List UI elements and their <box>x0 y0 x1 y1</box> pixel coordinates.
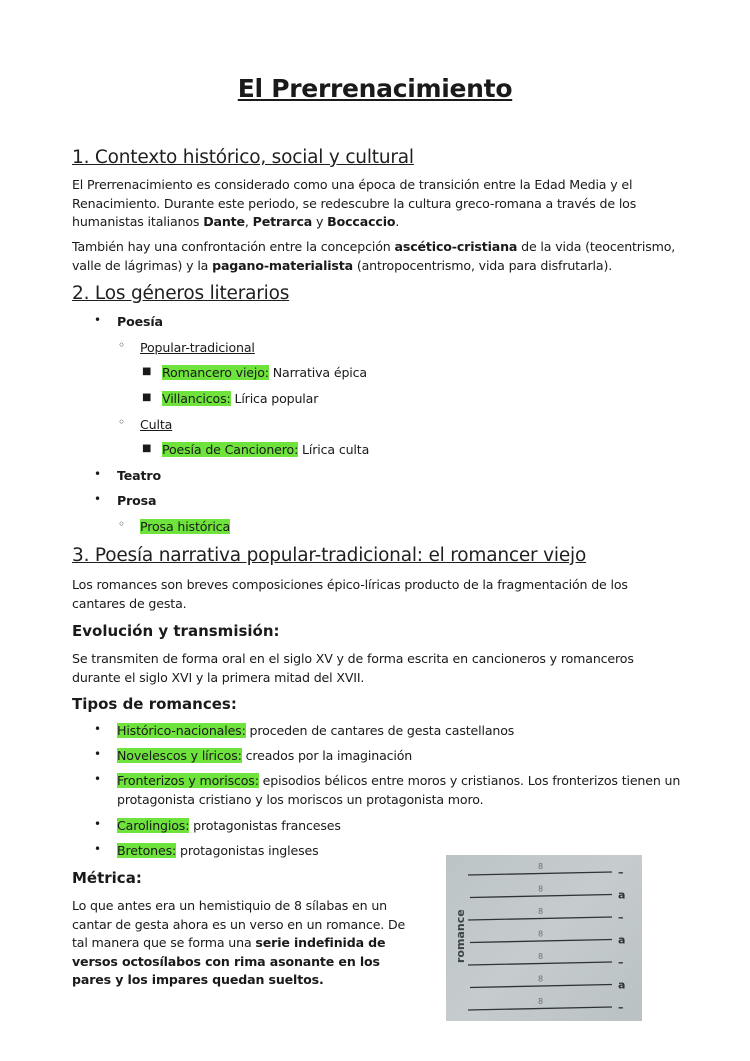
bullet-dot: • <box>94 467 102 481</box>
syllable-count: 8 <box>538 974 544 984</box>
photo-label: romance <box>454 909 467 963</box>
list-item-prosa-historica: Prosa histórica <box>140 519 231 534</box>
section-3-heading: 3. Poesía narrativa popular-tradicional: el romancer viejo <box>72 545 587 566</box>
list-item-teatro: Teatro <box>117 468 161 483</box>
tipo-item: Bretones: protagonistas ingleses <box>117 843 319 858</box>
evolucion-text: Se transmiten de forma oral en el siglo XV y de forma escrita en cancioneros y romanceros durante el siglo XVI y la primera mitad del XVII. <box>72 651 634 685</box>
syllable-count: 8 <box>538 862 544 871</box>
bullet-dot: • <box>94 817 102 831</box>
list-item-culta: Culta <box>140 417 173 432</box>
bullet-dot: • <box>94 842 102 856</box>
list-item-prosa: Prosa <box>117 493 157 508</box>
bullet-circle: ◦ <box>118 517 126 531</box>
list-item-villancicos: Villancicos: Lírica popular <box>162 391 319 406</box>
syllable-count: 8 <box>538 907 544 916</box>
syllable-count: 8 <box>538 997 544 1006</box>
bullet-dot: • <box>94 313 102 327</box>
tipo-item: Histórico-nacionales: proceden de cantares de gesta castellanos <box>117 723 515 738</box>
verse-line <box>468 917 612 920</box>
rhyme-mark: a <box>618 933 626 947</box>
tipo-item: Fronterizos y moriscos: episodios bélicos entre moros y cristianos. Los fronterizos tienen un <box>117 773 681 788</box>
syllable-count: 8 <box>538 929 544 939</box>
list-item-poesia: Poesía <box>117 314 163 329</box>
romance-scheme-drawing <box>446 855 642 1021</box>
section-2-heading: 2. Los géneros literarios <box>72 283 290 304</box>
section-1-heading: 1. Contexto histórico, social y cultural <box>72 147 414 168</box>
tipo-item: Carolingios: protagonistas franceses <box>117 818 341 833</box>
section-1-paragraph-1: El Prerrenacimiento es considerado como una época de transición entre la Edad Media y el Renacimiento. Durante este periodo, se redescubre la cultura greco-romana a través de los humanistas italianos Dante, Petrarca y Boccaccio. <box>72 177 637 229</box>
tipos-heading: Tipos de romances: <box>72 695 237 713</box>
rhyme-mark: a <box>618 978 626 992</box>
verse-line <box>470 940 612 943</box>
rhyme-mark: – <box>618 866 624 879</box>
rhyme-mark: – <box>618 956 624 969</box>
page-title: El Prerrenacimiento <box>237 74 513 103</box>
list-item-cancionero: Poesía de Cancionero: Lírica culta <box>162 442 370 457</box>
bullet-dot: • <box>94 722 102 736</box>
verse-line <box>470 985 612 988</box>
rhyme-mark: – <box>618 911 624 924</box>
bullet-square: ■ <box>142 392 152 403</box>
verse-line <box>468 962 612 965</box>
bullet-square: ■ <box>142 443 152 454</box>
bullet-dot: • <box>94 747 102 761</box>
section-1-paragraph-2: También hay una confrontación entre la concepción ascético-cristiana de la vida (teocentrismo, valle de lágrimas) y la pagano-materialista (antropocentrismo, vida para disfrutarla). <box>72 239 676 273</box>
bullet-dot: • <box>94 492 102 506</box>
rhyme-mark: a <box>618 888 626 902</box>
verse-line <box>468 872 612 875</box>
bullet-circle: ◦ <box>118 415 126 429</box>
syllable-count: 8 <box>538 884 544 894</box>
metrica-text: Lo que antes era un hemistiquio de 8 sílabas en un cantar de gesta ahora es un verso en un romance. De tal manera que se forma una serie indefinida de versos octosílabos con rima asonante en los pares y los impares quedan sueltos. <box>72 898 406 987</box>
verse-line <box>468 1007 612 1010</box>
metrica-heading: Métrica: <box>72 869 142 887</box>
tipo-item-continuation: protagonista cristiano y los moriscos un protagonista moro. <box>117 792 484 807</box>
syllable-count: 8 <box>538 952 544 961</box>
list-item-popular-tradicional: Popular-tradicional <box>140 340 255 355</box>
verse-line <box>470 895 612 898</box>
evolucion-heading: Evolución y transmisión: <box>72 622 280 640</box>
tipo-item: Novelescos y líricos: creados por la imaginación <box>117 748 413 763</box>
bullet-dot: • <box>94 772 102 786</box>
rhyme-mark: – <box>618 1001 624 1014</box>
bullet-square: ■ <box>142 366 152 377</box>
bullet-circle: ◦ <box>118 338 126 352</box>
romance-scheme-photo <box>446 855 642 1021</box>
section-3-intro: Los romances son breves composiciones épico-líricas producto de la fragmentación de los cantares de gesta. <box>72 577 628 611</box>
list-item-romancero: Romancero viejo: Narrativa épica <box>162 365 367 380</box>
